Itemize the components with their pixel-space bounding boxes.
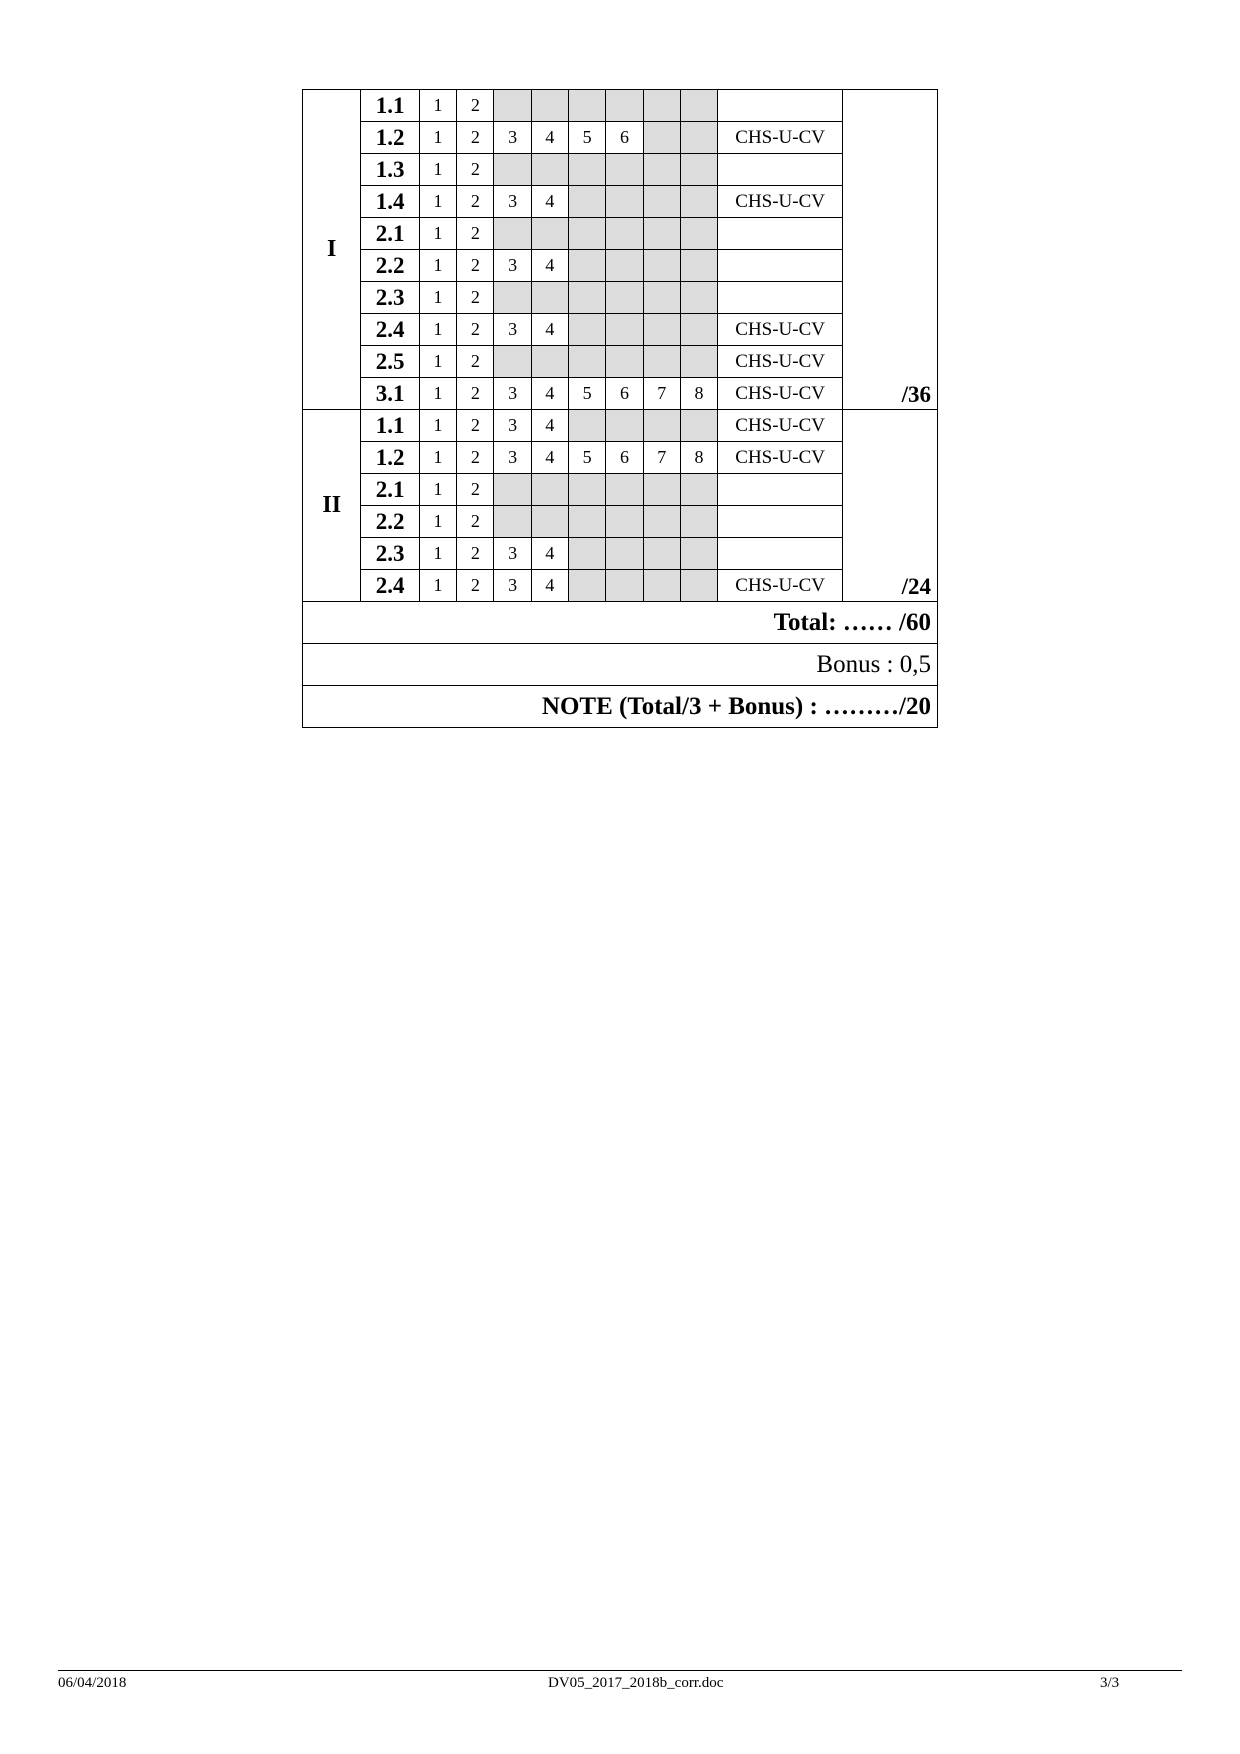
shaded-cell (643, 186, 680, 218)
shaded-cell (680, 186, 717, 218)
table-row (303, 218, 938, 250)
footer-filename: DV05_2017_2018b_corr.doc (548, 1675, 724, 1691)
note-row (303, 686, 938, 728)
question-number: 1.1 (361, 90, 419, 122)
shaded-cell (643, 506, 680, 538)
bonus-line: Bonus : 0,5 (303, 644, 938, 686)
table-row (303, 378, 938, 410)
score-cell: 1 (419, 506, 456, 538)
footer-rule (58, 1670, 1182, 1671)
shaded-cell (680, 538, 717, 570)
score-cell: 2 (457, 346, 494, 378)
score-cell: 1 (419, 282, 456, 314)
shaded-cell (606, 250, 643, 282)
question-number: 2.1 (361, 474, 419, 506)
question-number: 2.3 (361, 538, 419, 570)
shaded-cell (569, 90, 606, 122)
question-number: 1.2 (361, 122, 419, 154)
table-row (303, 186, 938, 218)
score-cell: 1 (419, 122, 456, 154)
footer-page-number: 3/3 (1100, 1675, 1120, 1691)
chs-u-cv-cell: CHS-U-CV (718, 410, 843, 442)
table-row (303, 122, 938, 154)
total-row (303, 602, 938, 644)
score-cell: 2 (457, 314, 494, 346)
shaded-cell (643, 218, 680, 250)
score-cell: 1 (419, 378, 456, 410)
chs-u-cv-cell (718, 538, 843, 570)
shaded-cell (606, 314, 643, 346)
question-number: 2.2 (361, 250, 419, 282)
shaded-cell (569, 474, 606, 506)
score-cell: 8 (680, 378, 717, 410)
shaded-cell (606, 154, 643, 186)
shaded-cell (606, 90, 643, 122)
shaded-cell (606, 570, 643, 602)
score-cell: 1 (419, 314, 456, 346)
shaded-cell (531, 346, 568, 378)
score-cell: 2 (457, 186, 494, 218)
score-cell: 4 (531, 442, 568, 474)
score-cell: 1 (419, 570, 456, 602)
shaded-cell (680, 314, 717, 346)
shaded-cell (569, 570, 606, 602)
shaded-cell (569, 410, 606, 442)
score-cell: 4 (531, 250, 568, 282)
shaded-cell (680, 218, 717, 250)
shaded-cell (680, 154, 717, 186)
shaded-cell (606, 506, 643, 538)
shaded-cell (494, 218, 531, 250)
score-cell: 1 (419, 90, 456, 122)
question-number: 1.3 (361, 154, 419, 186)
score-cell: 1 (419, 218, 456, 250)
grading-table-body (303, 90, 938, 602)
shaded-cell (494, 154, 531, 186)
score-cell: 2 (457, 218, 494, 250)
shaded-cell (643, 154, 680, 186)
question-number: 3.1 (361, 378, 419, 410)
shaded-cell (643, 282, 680, 314)
shaded-cell (606, 538, 643, 570)
score-cell: 4 (531, 378, 568, 410)
shaded-cell (494, 474, 531, 506)
score-cell: 1 (419, 410, 456, 442)
score-cell: 2 (457, 250, 494, 282)
shaded-cell (680, 474, 717, 506)
chs-u-cv-cell (718, 474, 843, 506)
chs-u-cv-cell: CHS-U-CV (718, 186, 843, 218)
chs-u-cv-cell: CHS-U-CV (718, 442, 843, 474)
part-total: /24 (843, 410, 938, 602)
table-row (303, 474, 938, 506)
table-row (303, 506, 938, 538)
score-cell: 2 (457, 474, 494, 506)
shaded-cell (569, 282, 606, 314)
chs-u-cv-cell (718, 218, 843, 250)
chs-u-cv-cell (718, 250, 843, 282)
question-number: 2.3 (361, 282, 419, 314)
shaded-cell (643, 314, 680, 346)
score-cell: 2 (457, 442, 494, 474)
shaded-cell (569, 218, 606, 250)
score-cell: 3 (494, 314, 531, 346)
shaded-cell (569, 186, 606, 218)
footer-date: 06/04/2018 (58, 1675, 127, 1691)
shaded-cell (643, 122, 680, 154)
shaded-cell (680, 506, 717, 538)
shaded-cell (494, 506, 531, 538)
score-cell: 1 (419, 538, 456, 570)
chs-u-cv-cell: CHS-U-CV (718, 378, 843, 410)
shaded-cell (680, 570, 717, 602)
question-number: 2.5 (361, 346, 419, 378)
chs-u-cv-cell (718, 90, 843, 122)
total-line: Total: …… /60 (303, 602, 938, 644)
shaded-cell (569, 314, 606, 346)
shaded-cell (606, 218, 643, 250)
score-cell: 2 (457, 570, 494, 602)
score-cell: 3 (494, 378, 531, 410)
chs-u-cv-cell (718, 506, 843, 538)
score-cell: 4 (531, 410, 568, 442)
score-cell: 4 (531, 538, 568, 570)
table-row (303, 410, 938, 442)
part-label: II (303, 410, 361, 602)
table-row (303, 314, 938, 346)
question-number: 2.1 (361, 218, 419, 250)
score-cell: 4 (531, 122, 568, 154)
shaded-cell (531, 474, 568, 506)
shaded-cell (569, 506, 606, 538)
shaded-cell (494, 90, 531, 122)
shaded-cell (494, 282, 531, 314)
score-cell: 3 (494, 122, 531, 154)
question-number: 1.1 (361, 410, 419, 442)
question-number: 1.4 (361, 186, 419, 218)
score-cell: 5 (569, 122, 606, 154)
table-row (303, 570, 938, 602)
shaded-cell (680, 250, 717, 282)
score-cell: 1 (419, 186, 456, 218)
score-cell: 4 (531, 314, 568, 346)
score-cell: 2 (457, 122, 494, 154)
note-line: NOTE (Total/3 + Bonus) : ………/20 (303, 686, 938, 728)
chs-u-cv-cell: CHS-U-CV (718, 314, 843, 346)
shaded-cell (531, 218, 568, 250)
shaded-cell (680, 122, 717, 154)
score-cell: 1 (419, 154, 456, 186)
shaded-cell (643, 570, 680, 602)
bonus-row (303, 644, 938, 686)
shaded-cell (643, 90, 680, 122)
question-number: 2.4 (361, 314, 419, 346)
score-cell: 2 (457, 538, 494, 570)
score-cell: 2 (457, 506, 494, 538)
table-row (303, 538, 938, 570)
score-cell: 3 (494, 538, 531, 570)
score-cell: 5 (569, 378, 606, 410)
score-cell: 2 (457, 410, 494, 442)
shaded-cell (606, 410, 643, 442)
score-cell: 5 (569, 442, 606, 474)
shaded-cell (606, 186, 643, 218)
score-cell: 2 (457, 282, 494, 314)
shaded-cell (569, 346, 606, 378)
score-cell: 2 (457, 90, 494, 122)
shaded-cell (643, 538, 680, 570)
question-number: 1.2 (361, 442, 419, 474)
score-cell: 4 (531, 570, 568, 602)
table-row (303, 90, 938, 122)
shaded-cell (531, 90, 568, 122)
score-cell: 3 (494, 442, 531, 474)
score-cell: 8 (680, 442, 717, 474)
score-cell: 1 (419, 346, 456, 378)
part-total: /36 (843, 90, 938, 410)
shaded-cell (531, 154, 568, 186)
table-row (303, 250, 938, 282)
score-cell: 4 (531, 186, 568, 218)
question-number: 2.4 (361, 570, 419, 602)
shaded-cell (680, 346, 717, 378)
shaded-cell (531, 282, 568, 314)
score-cell: 1 (419, 250, 456, 282)
grading-table (302, 89, 938, 728)
shaded-cell (643, 474, 680, 506)
shaded-cell (643, 250, 680, 282)
chs-u-cv-cell: CHS-U-CV (718, 122, 843, 154)
table-row (303, 346, 938, 378)
score-cell: 1 (419, 442, 456, 474)
score-cell: 3 (494, 250, 531, 282)
score-cell: 6 (606, 378, 643, 410)
chs-u-cv-cell (718, 154, 843, 186)
score-cell: 6 (606, 122, 643, 154)
shaded-cell (531, 506, 568, 538)
grading-table-footer (303, 602, 938, 728)
table-row (303, 154, 938, 186)
score-cell: 3 (494, 570, 531, 602)
shaded-cell (569, 154, 606, 186)
table-row (303, 442, 938, 474)
shaded-cell (606, 474, 643, 506)
score-cell: 6 (606, 442, 643, 474)
shaded-cell (680, 410, 717, 442)
shaded-cell (643, 346, 680, 378)
shaded-cell (680, 90, 717, 122)
score-cell: 3 (494, 186, 531, 218)
score-cell: 1 (419, 474, 456, 506)
shaded-cell (680, 282, 717, 314)
shaded-cell (606, 346, 643, 378)
table-row (303, 282, 938, 314)
score-cell: 2 (457, 378, 494, 410)
chs-u-cv-cell: CHS-U-CV (718, 346, 843, 378)
shaded-cell (494, 346, 531, 378)
chs-u-cv-cell: CHS-U-CV (718, 570, 843, 602)
shaded-cell (569, 538, 606, 570)
shaded-cell (606, 282, 643, 314)
shaded-cell (569, 250, 606, 282)
part-label: I (303, 90, 361, 410)
shaded-cell (643, 410, 680, 442)
score-cell: 7 (643, 442, 680, 474)
question-number: 2.2 (361, 506, 419, 538)
chs-u-cv-cell (718, 282, 843, 314)
score-cell: 3 (494, 410, 531, 442)
score-cell: 7 (643, 378, 680, 410)
score-cell: 2 (457, 154, 494, 186)
